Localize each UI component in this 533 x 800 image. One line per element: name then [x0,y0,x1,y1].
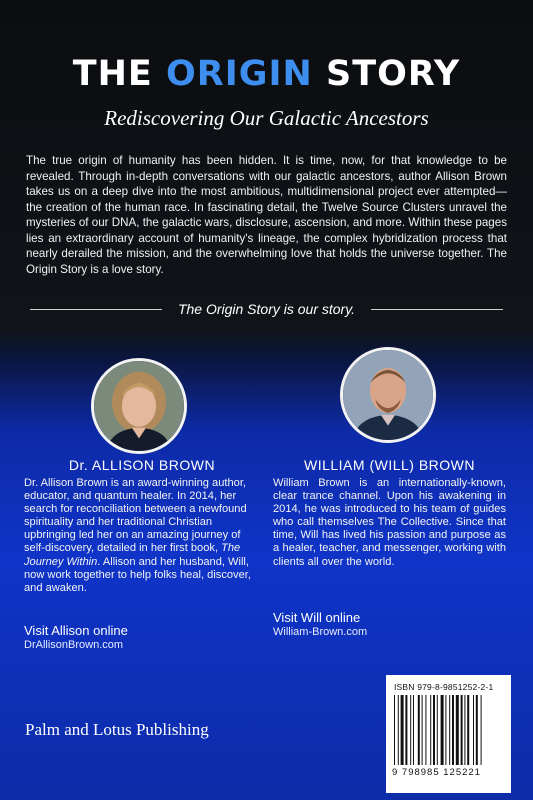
barcode-bar [418,695,420,765]
tagline-row [30,300,503,318]
will-portrait [340,347,436,443]
barcode-bar [473,695,474,765]
visit-will-label: Visit Will online [273,610,361,625]
barcode-bar [437,695,438,765]
author-name-allison: Dr. ALLISON BROWN [68,457,216,473]
barcode-bar [413,695,414,765]
barcode-graphic [394,695,504,765]
book-subtitle: Rediscovering Our Galactic Ancestors [104,106,429,130]
allison-bio-text-1: Dr. Allison Brown is an award-winning author, educator, and quantum healer. In 2014, her search for reconciliation between a newfound spirituality and her traditional Christian upbringing led her on an amazing journey of self-discovery, detailed in her first book, [24,477,247,555]
author-bio-allison [24,477,260,595]
barcode-bar [422,695,423,765]
barcode-bar [430,695,431,765]
isbn-label: ISBN 979-8-9851252-2-1 [394,682,494,692]
barcode-bar [433,695,435,765]
barcode-bar [449,695,450,765]
title-accent-word: ORIGIN [166,54,313,94]
barcode-bar [481,695,482,765]
barcode-digits: 9 798985 125221 [392,767,481,778]
barcode-bar [398,695,399,765]
barcode-bar [425,695,426,765]
author-bio-will: William Brown is an internationally-known, clear trance channel. Upon his awakening in 2014, he was introduced to his team of guides who call themselves The Collective. Since that time, Will has lived his passion and purpose as a healer, teacher, and messenger, working with clients all over the world. [273,477,506,568]
allison-portrait-image [94,361,184,451]
allison-book-title: The Journey Within [24,542,241,568]
barcode-bar [476,695,478,765]
will-portrait-image [343,350,433,440]
barcode-bar [441,695,444,765]
barcode-bar [464,695,465,765]
barcode-bar [401,695,404,765]
barcode-bar [445,695,446,765]
title-part-2: STORY [312,54,461,94]
barcode-bar [467,695,469,765]
barcode-bar [410,695,411,765]
title-part-1: THE [72,54,167,94]
visit-allison-label: Visit Allison online [24,623,128,638]
barcode-bar [456,695,459,765]
book-blurb: The true origin of humanity has been hidden. It is time, now, for that knowledge to be revealed. Through in-depth conversations with our galactic ancestors, author Allison Brown takes us on a deep dive into the most ambitious, multidimensional project ever attempted—the creation of the human race. In fascinating detail, the Twelve Source Clusters unravel the mysteries of our DNA, the galactic wars, disclosure, ascension, and more. Within these pages lies an extraordinary account of humanity's lineage, the complex hybridization process that nearly derailed the mission, and the overwhelming love that holds the universe together. The Origin Story is a love story. [26,154,507,276]
allison-website-link[interactable]: DrAllisonBrown.com [24,639,124,651]
allison-bio-text-2: . Allison and her husband, Will, now work together to help folks heal, discover, and awaken. [24,555,251,594]
author-name-will: WILLIAM (WILL) BROWN [303,457,475,473]
book-title [0,54,533,94]
tagline-rule-right [371,309,503,310]
barcode-bar [405,695,407,765]
barcode-bar [452,695,454,765]
tagline: The Origin Story is our story. [177,301,356,317]
tagline-rule-left [30,309,162,310]
will-website-link[interactable]: William-Brown.com [273,626,368,638]
barcode-bar [461,695,463,765]
isbn-barcode-box [386,675,511,793]
barcode-bar [394,695,395,765]
publisher-name: Palm and Lotus Publishing [25,720,209,739]
allison-portrait [91,358,187,454]
